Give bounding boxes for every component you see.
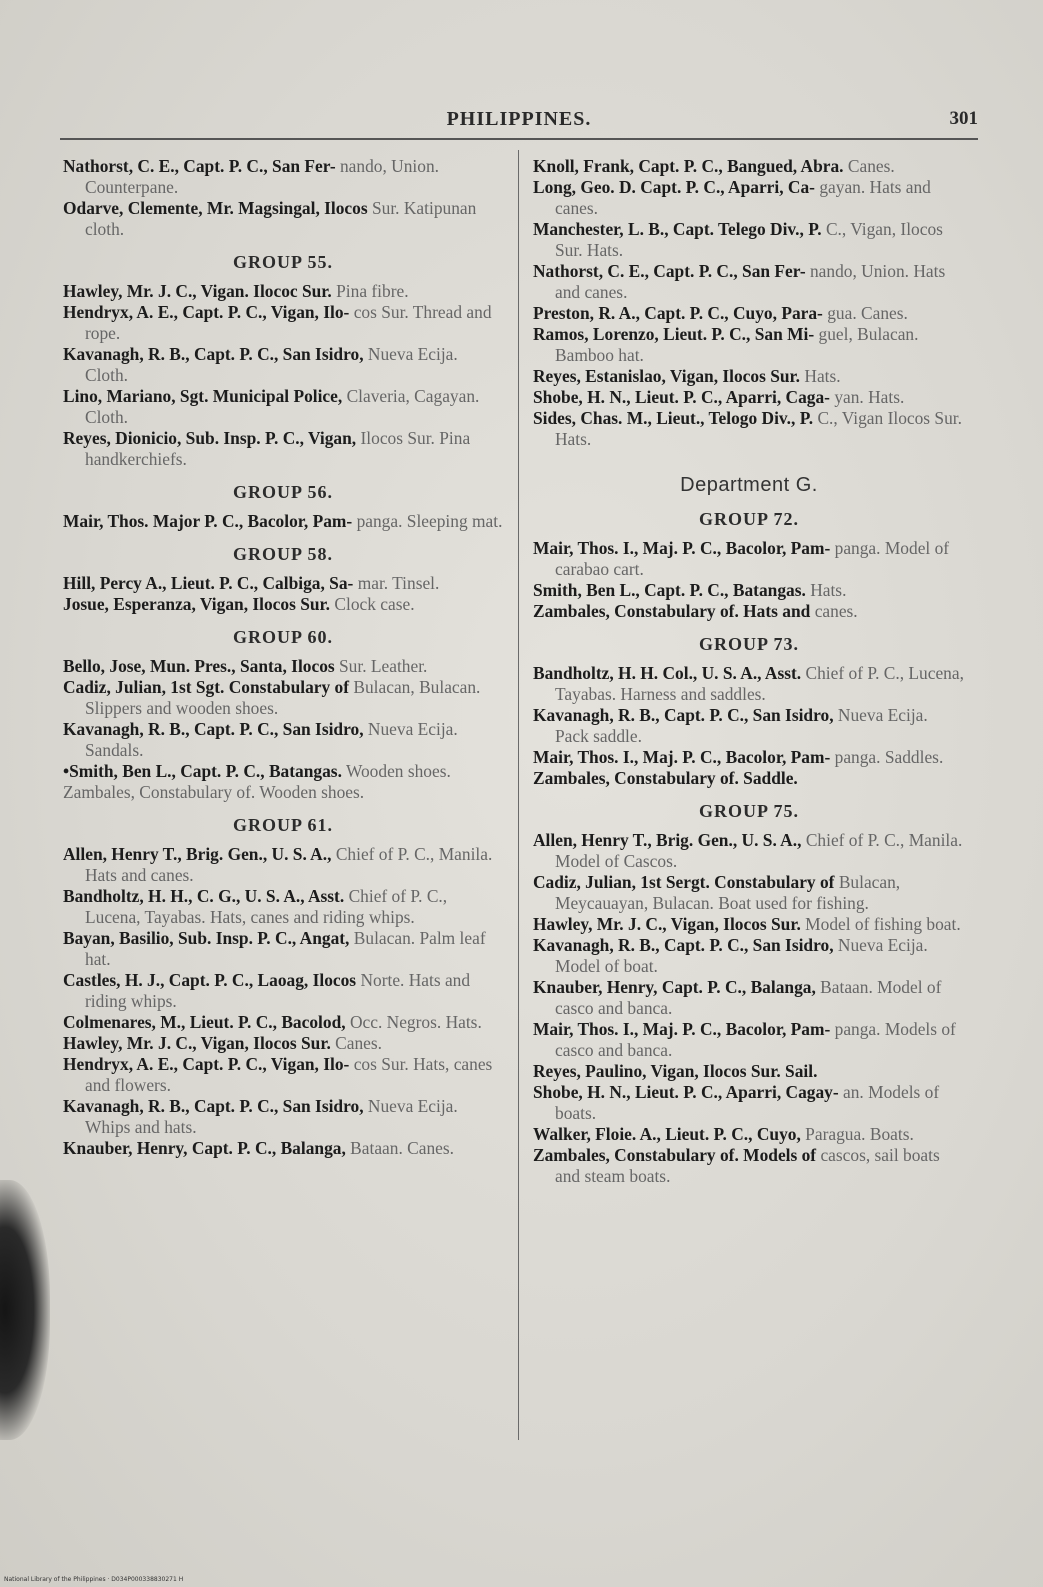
- exhibit-description: cos Sur. Thread and rope.: [85, 302, 492, 343]
- exhibitor-name: Shobe, H. N., Lieut. P. C., Aparri, Caga-: [533, 387, 830, 407]
- catalog-entry: [533, 261, 965, 303]
- catalog-entry: [63, 844, 503, 886]
- catalog-entry: [533, 601, 965, 622]
- exhibit-description: Bataan. Canes.: [350, 1138, 454, 1158]
- exhibitor-name: Kavanagh, R. B., Capt. P. C., San Isidro,: [63, 1096, 364, 1116]
- catalog-entry: [533, 580, 965, 601]
- exhibitor-name: Bandholtz, H. H. Col., U. S. A., Asst.: [533, 663, 802, 683]
- exhibit-description: mar. Tinsel.: [357, 573, 440, 593]
- catalog-entry: [533, 303, 965, 324]
- catalog-entry: [533, 663, 965, 705]
- catalog-entry: [533, 1061, 965, 1082]
- catalog-entry: [63, 428, 503, 470]
- exhibitor-name: Manchester, L. B., Capt. Telego Div., P.: [533, 219, 822, 239]
- exhibitor-name: Cadiz, Julian, 1st Sergt. Constabulary of: [533, 872, 835, 892]
- exhibit-description: Sur. Leather.: [339, 656, 428, 676]
- exhibit-description: Occ. Negros. Hats.: [349, 1012, 482, 1032]
- exhibitor-name: Mair, Thos. Major P. C., Bacolor, Pam-: [63, 511, 353, 531]
- exhibit-description: Hats.: [804, 366, 841, 386]
- exhibitor-name: Reyes, Dionicio, Sub. Insp. P. C., Vigan,: [63, 428, 357, 448]
- exhibit-description: Nueva Ecija. Model of boat.: [555, 935, 928, 976]
- exhibit-description: C., Vigan Ilocos Sur. Hats.: [555, 408, 962, 449]
- exhibit-description: Nueva Ecija. Whips and hats.: [85, 1096, 458, 1137]
- column-divider: [518, 150, 519, 1440]
- exhibitor-name: Colmenares, M., Lieut. P. C., Bacolod,: [63, 1012, 346, 1032]
- group-heading: GROUP 58.: [232, 544, 333, 564]
- catalog-entry: [63, 677, 503, 719]
- catalog-entry: [63, 511, 503, 532]
- exhibit-description: Pina fibre.: [336, 281, 409, 301]
- page-number: 301: [949, 108, 978, 129]
- exhibitor-name: Reyes, Paulino, Vigan, Ilocos Sur. Sail.: [533, 1061, 818, 1081]
- exhibit-description: Wooden shoes.: [345, 761, 451, 781]
- exhibitor-name: •Smith, Ben L., Capt. P. C., Batangas.: [63, 761, 342, 781]
- exhibit-description: Chief of P. C., Lucena, Tayabas. Harness and saddles.: [555, 663, 964, 704]
- catalog-entry: [533, 935, 965, 977]
- catalog-entry: [533, 747, 965, 768]
- catalog-entry: [63, 573, 503, 594]
- exhibitor-name: Odarve, Clemente, Mr. Magsingal, Ilocos: [63, 198, 368, 218]
- catalog-entry: [533, 366, 965, 387]
- catalog-entry: [533, 705, 965, 747]
- catalog-entry: [63, 719, 503, 761]
- exhibit-description: Bulacan, Meycauayan, Bulacan. Boat used for fishing.: [555, 872, 901, 913]
- exhibitor-name: Hawley, Mr. J. C., Vigan. Ilococ Sur.: [63, 281, 332, 301]
- exhibit-description: Canes.: [335, 1033, 383, 1053]
- library-credit: National Library of the Philippines · D034P000338830271 H: [4, 1576, 184, 1583]
- catalog-entry: [63, 281, 503, 302]
- exhibitor-name: Hill, Percy A., Lieut. P. C., Calbiga, Sa-: [63, 573, 354, 593]
- catalog-entry: [533, 977, 965, 1019]
- catalog-entry: [533, 830, 965, 872]
- exhibitor-name: Bandholtz, H. H., C. G., U. S. A., Asst.: [63, 886, 345, 906]
- exhibit-description: Bulacan. Palm leaf hat.: [85, 928, 486, 969]
- catalog-entry: [533, 408, 965, 450]
- exhibitor-name: Hawley, Mr. J. C., Vigan, Ilocos Sur.: [533, 914, 801, 934]
- exhibit-description: Nueva Ecija. Pack saddle.: [555, 705, 928, 746]
- exhibitor-name: Mair, Thos. I., Maj. P. C., Bacolor, Pam-: [533, 747, 831, 767]
- catalog-entry: [533, 538, 965, 580]
- exhibit-description: Bataan. Model of casco and banca.: [555, 977, 942, 1018]
- exhibit-description: Chief of P. C., Lucena, Tayabas. Hats, canes and riding whips.: [85, 886, 448, 927]
- exhibit-description: panga. Sleeping mat.: [356, 511, 503, 531]
- exhibitor-name: Reyes, Estanislao, Vigan, Ilocos Sur.: [533, 366, 801, 386]
- group-heading: GROUP 61.: [232, 815, 333, 835]
- catalog-entry: [533, 177, 965, 219]
- exhibit-description: Ilocos Sur. Pina handkerchiefs.: [85, 428, 471, 469]
- catalog-entry: [533, 768, 965, 789]
- catalog-entry: [63, 656, 503, 677]
- catalog-entry: [533, 1124, 965, 1145]
- exhibit-description: an. Models of boats.: [555, 1082, 940, 1123]
- exhibitor-name: Bayan, Basilio, Sub. Insp. P. C., Angat,: [63, 928, 350, 948]
- catalog-entry: [63, 1012, 503, 1033]
- catalog-entry: [63, 970, 503, 1012]
- exhibitor-name: Kavanagh, R. B., Capt. P. C., San Isidro,: [533, 935, 834, 955]
- exhibit-description: Chief of P. C., Manila. Model of Cascos.: [555, 830, 963, 871]
- catalog-entry: [533, 324, 965, 366]
- exhibit-description: yan. Hats.: [834, 387, 905, 407]
- catalog-entry: [63, 344, 503, 386]
- catalog-entry: [63, 1054, 503, 1096]
- exhibitor-name: Hawley, Mr. J. C., Vigan, Ilocos Sur.: [63, 1033, 331, 1053]
- page-header: [60, 108, 978, 140]
- catalog-entry: [63, 761, 503, 782]
- exhibit-description: nando, Union. Hats and canes.: [555, 261, 946, 302]
- exhibitor-name: Kavanagh, R. B., Capt. P. C., San Isidro,: [63, 344, 364, 364]
- group-heading: GROUP 72.: [698, 509, 799, 529]
- catalog-entry: [63, 594, 503, 615]
- right-column: [533, 156, 965, 1187]
- exhibit-description: Norte. Hats and riding whips.: [85, 970, 471, 1011]
- exhibitor-name: Bello, Jose, Mun. Pres., Santa, Ilocos: [63, 656, 335, 676]
- running-title: PHILIPPINES.: [446, 108, 592, 130]
- exhibitor-name: Shobe, H. N., Lieut. P. C., Aparri, Cagay-: [533, 1082, 839, 1102]
- group-heading: GROUP 60.: [232, 627, 333, 647]
- exhibitor-name: Long, Geo. D. Capt. P. C., Aparri, Ca-: [533, 177, 815, 197]
- exhibitor-name: Castles, H. J., Capt. P. C., Laoag, Ilocos: [63, 970, 357, 990]
- catalog-entry: [63, 302, 503, 344]
- catalog-entry: [63, 1138, 503, 1159]
- catalog-entry: [533, 1019, 965, 1061]
- exhibitor-name: Mair, Thos. I., Maj. P. C., Bacolor, Pam-: [533, 538, 831, 558]
- exhibit-description: panga. Models of casco and banca.: [555, 1019, 956, 1060]
- catalog-entry: [533, 1082, 965, 1124]
- catalog-entry: [533, 1145, 965, 1187]
- catalog-entry: [533, 219, 965, 261]
- catalog-entry: [63, 156, 503, 198]
- ink-blot-decoration: [0, 1180, 50, 1440]
- exhibitor-name: Nathorst, C. E., Capt. P. C., San Fer-: [63, 156, 336, 176]
- exhibit-description: nando, Union. Counterpane.: [85, 156, 440, 197]
- catalog-entry: [63, 1033, 503, 1054]
- exhibit-description: Nueva Ecija. Sandals.: [85, 719, 458, 760]
- catalog-entry: [533, 387, 965, 408]
- exhibitor-name: Allen, Henry T., Brig. Gen., U. S. A.,: [533, 830, 802, 850]
- exhibitor-name: Ramos, Lorenzo, Lieut. P. C., San Mi-: [533, 324, 815, 344]
- exhibit-description: Zambales, Constabulary of. Wooden shoes.: [63, 782, 365, 802]
- exhibit-description: cascos, sail boats and steam boats.: [555, 1145, 940, 1186]
- exhibitor-name: Hendryx, A. E., Capt. P. C., Vigan, Ilo-: [63, 302, 350, 322]
- exhibit-description: C., Vigan, Ilocos Sur. Hats.: [555, 219, 943, 260]
- exhibit-description: cos Sur. Hats, canes and flowers.: [85, 1054, 493, 1095]
- catalog-entry: [533, 156, 965, 177]
- exhibit-description: guel, Bulacan. Bamboo hat.: [555, 324, 919, 365]
- exhibit-description: Bulacan, Bulacan. Slippers and wooden shoes.: [85, 677, 481, 718]
- catalog-entry: [63, 198, 503, 240]
- group-heading: GROUP 73.: [698, 634, 799, 654]
- exhibit-description: Canes.: [847, 156, 895, 176]
- exhibitor-name: Hendryx, A. E., Capt. P. C., Vigan, Ilo-: [63, 1054, 350, 1074]
- exhibit-description: Sur. Katipunan cloth.: [85, 198, 477, 239]
- catalog-entry: [533, 914, 965, 935]
- exhibitor-name: Lino, Mariano, Sgt. Municipal Police,: [63, 386, 343, 406]
- group-heading: GROUP 56.: [232, 482, 333, 502]
- exhibit-description: Clock case.: [334, 594, 415, 614]
- exhibitor-name: Kavanagh, R. B., Capt. P. C., San Isidro,: [63, 719, 364, 739]
- exhibitor-name: Zambales, Constabulary of. Hats and: [533, 601, 811, 621]
- exhibitor-name: Smith, Ben L., Capt. P. C., Batangas.: [533, 580, 806, 600]
- catalog-entry: [63, 386, 503, 428]
- exhibitor-name: Mair, Thos. I., Maj. P. C., Bacolor, Pam-: [533, 1019, 831, 1039]
- group-heading: GROUP 55.: [232, 252, 333, 272]
- exhibitor-name: Cadiz, Julian, 1st Sgt. Constabulary of: [63, 677, 350, 697]
- exhibitor-name: Zambales, Constabulary of. Models of: [533, 1145, 817, 1165]
- department-heading: Department G.: [680, 474, 818, 496]
- exhibit-description: canes.: [814, 601, 858, 621]
- exhibitor-name: Preston, R. A., Capt. P. C., Cuyo, Para-: [533, 303, 823, 323]
- exhibitor-name: Kavanagh, R. B., Capt. P. C., San Isidro,: [533, 705, 834, 725]
- exhibit-description: Nueva Ecija. Cloth.: [85, 344, 458, 385]
- exhibitor-name: Knauber, Henry, Capt. P. C., Balanga,: [63, 1138, 346, 1158]
- catalog-entry: [533, 872, 965, 914]
- catalog-entry: [63, 928, 503, 970]
- exhibitor-name: Sides, Chas. M., Lieut., Telogo Div., P.: [533, 408, 814, 428]
- exhibitor-name: Allen, Henry T., Brig. Gen., U. S. A.,: [63, 844, 332, 864]
- exhibit-description: panga. Model of carabao cart.: [555, 538, 950, 579]
- left-column: [63, 156, 503, 1159]
- exhibitor-name: Knoll, Frank, Capt. P. C., Bangued, Abra.: [533, 156, 844, 176]
- exhibitor-name: Josue, Esperanza, Vigan, Ilocos Sur.: [63, 594, 331, 614]
- exhibit-description: Claveria, Cagayan. Cloth.: [85, 386, 480, 427]
- catalog-entry: [63, 1096, 503, 1138]
- exhibit-description: Chief of P. C., Manila. Hats and canes.: [85, 844, 493, 885]
- exhibit-description: gayan. Hats and canes.: [555, 177, 931, 218]
- exhibitor-name: Nathorst, C. E., Capt. P. C., San Fer-: [533, 261, 806, 281]
- exhibit-description: Model of fishing boat.: [805, 914, 961, 934]
- catalog-entry: [63, 782, 503, 803]
- exhibit-description: panga. Saddles.: [834, 747, 944, 767]
- exhibitor-name: Walker, Floie. A., Lieut. P. C., Cuyo,: [533, 1124, 801, 1144]
- catalog-entry: [63, 886, 503, 928]
- exhibitor-name: Knauber, Henry, Capt. P. C., Balanga,: [533, 977, 816, 997]
- exhibit-description: Hats.: [810, 580, 847, 600]
- exhibit-description: Paragua. Boats.: [805, 1124, 914, 1144]
- exhibitor-name: Zambales, Constabulary of. Saddle.: [533, 768, 798, 788]
- exhibit-description: gua. Canes.: [827, 303, 908, 323]
- group-heading: GROUP 75.: [698, 801, 799, 821]
